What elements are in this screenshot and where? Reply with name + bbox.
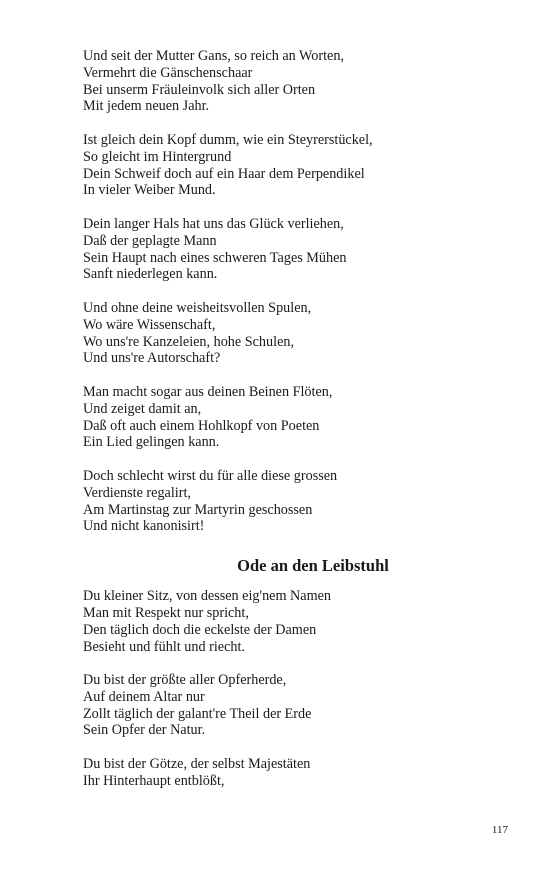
verse-line: Vermehrt die Gänschenschaar <box>83 64 253 81</box>
verse-line: Dein langer Hals hat uns das Glück verliehen, <box>83 215 344 232</box>
stanza <box>83 672 513 739</box>
verse-line: Ein Lied gelingen kann. <box>83 434 220 451</box>
page-number: 117 <box>491 824 508 836</box>
stanza <box>83 756 513 790</box>
verse-line: Du bist der Götze, der selbst Majestäten <box>83 756 311 773</box>
stanza <box>83 588 513 655</box>
verse-line: Sanft niederlegen kann. <box>83 266 218 283</box>
page-content <box>83 48 513 790</box>
verse-line: Und ohne deine weisheitsvollen Spulen, <box>83 299 312 316</box>
verse-line: Sein Haupt nach eines schweren Tages Mühen <box>83 249 347 266</box>
verse-line: Den täglich doch die eckelste der Damen <box>83 621 317 638</box>
verse-line: Dein Schweif doch auf ein Haar dem Perpendikel <box>83 165 365 182</box>
verse-line: Bei unserm Fräuleinvolk sich aller Orten <box>83 81 316 98</box>
verse-line: Mit jedem neuen Jahr. <box>83 98 210 115</box>
verse-line: Besieht und fühlt und riecht. <box>83 638 245 655</box>
verse-line: Doch schlecht wirst du für alle diese grossen <box>83 467 338 484</box>
verse-line: Ist gleich dein Kopf dumm, wie ein Steyrerstückel, <box>83 131 373 148</box>
poem-title: Ode an den Leibstuhl <box>237 556 389 576</box>
verse-line: In vieler Weiber Mund. <box>83 182 216 199</box>
stanza <box>83 132 513 199</box>
verse-line: Zollt täglich der galant're Theil der Erde <box>83 705 312 722</box>
verse-line: Und uns're Autorschaft? <box>83 350 221 367</box>
stanza <box>83 48 513 115</box>
poem-2 <box>83 588 513 790</box>
verse-line: Du bist der größte aller Opferherde, <box>83 672 287 689</box>
verse-line: Ihr Hinterhaupt entblößt, <box>83 772 225 789</box>
verse-line: Wo wäre Wissenschaft, <box>83 316 216 333</box>
stanza <box>83 300 513 367</box>
verse-line: Und seit der Mutter Gans, so reich an Worten, <box>83 48 344 64</box>
verse-line: Verdienste regalirt, <box>83 484 191 501</box>
verse-line: Du kleiner Sitz, von dessen eig'nem Namen <box>83 588 332 605</box>
verse-line: Man macht sogar aus deinen Beinen Flöten, <box>83 383 333 400</box>
verse-line: Sein Opfer der Natur. <box>83 722 206 739</box>
stanza <box>83 216 513 283</box>
verse-line: Und zeiget damit an, <box>83 400 202 417</box>
verse-line: Und nicht kanonisirt! <box>83 518 205 535</box>
verse-line: Man mit Respekt nur spricht, <box>83 604 249 621</box>
stanza <box>83 384 513 451</box>
verse-line: Auf deinem Altar nur <box>83 688 205 705</box>
verse-line: Wo uns're Kanzeleien, hohe Schulen, <box>83 333 295 350</box>
poem-1 <box>83 48 513 535</box>
verse-line: Am Martinstag zur Martyrin geschossen <box>83 501 313 518</box>
verse-line: Daß oft auch einem Hohlkopf von Poeten <box>83 417 320 434</box>
verse-line: Daß der geplagte Mann <box>83 232 217 249</box>
verse-line: So gleicht im Hintergrund <box>83 148 232 165</box>
stanza <box>83 468 513 535</box>
